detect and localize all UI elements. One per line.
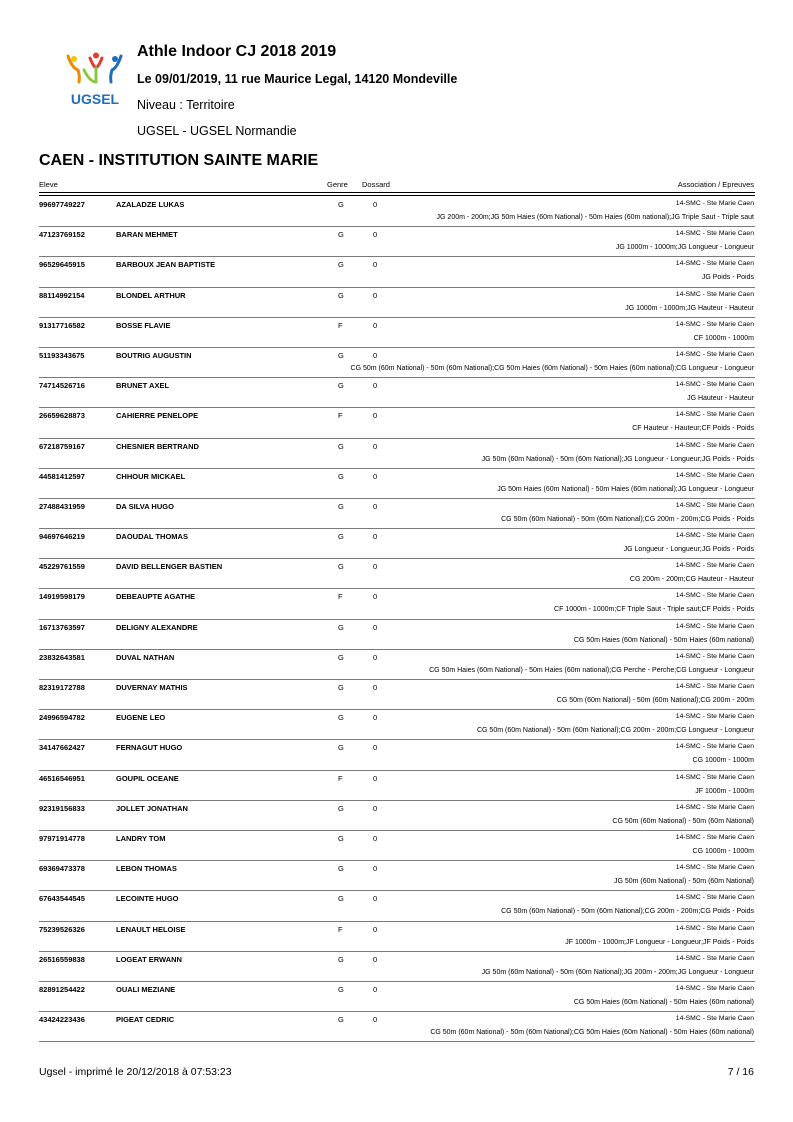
logo-figures-icon: [68, 53, 121, 83]
ugsel-logo: [60, 52, 130, 108]
student-epreuves: JG 1000m - 1000m;JG Hauteur - Hauteur: [625, 304, 754, 312]
student-epreuves: JG 50m (60m National) - 50m (60m National): [613, 878, 754, 886]
student-id: 97971914778: [39, 833, 85, 843]
student-id: 14919598179: [39, 592, 85, 602]
student-id: 24996594782: [39, 713, 85, 723]
student-association: 14-SMC - Ste Marie Caen: [675, 984, 754, 992]
student-dossard: 0: [373, 1015, 378, 1025]
student-genre: G: [338, 260, 344, 270]
col-eleve: Eleve: [39, 180, 58, 189]
student-epreuves: CG 50m Haies (60m National) - 50m Haies (60m national);CG Perche - Perche;CG Longueur - Longueur: [429, 666, 754, 674]
table-row: [39, 680, 755, 710]
student-association: 14-SMC - Ste Marie Caen: [675, 501, 754, 509]
student-id: 91317716582: [39, 320, 85, 330]
student-dossard: 0: [373, 833, 378, 843]
student-association: 14-SMC - Ste Marie Caen: [675, 290, 754, 298]
table-row: [39, 499, 755, 529]
event-organizer: UGSEL - UGSEL Normandie: [137, 124, 297, 138]
student-association: 14-SMC - Ste Marie Caen: [675, 743, 754, 751]
student-association: 14-SMC - Ste Marie Caen: [675, 924, 754, 932]
student-association: 14-SMC - Ste Marie Caen: [675, 471, 754, 479]
table-row: [39, 952, 755, 982]
student-dossard: 0: [373, 411, 378, 421]
table-row: [39, 288, 755, 318]
student-dossard: 0: [373, 441, 378, 451]
student-dossard: 0: [373, 683, 378, 692]
student-dossard: 0: [373, 471, 378, 481]
logo-text: UGSEL: [70, 91, 120, 107]
student-genre: G: [338, 864, 344, 874]
student-genre: G: [338, 290, 344, 300]
student-association: 14-SMC - Ste Marie Caen: [675, 411, 754, 419]
table-row: [39, 620, 755, 650]
student-genre: G: [338, 350, 344, 360]
student-id: 26659628873: [39, 411, 85, 421]
student-association: 14-SMC - Ste Marie Caen: [675, 230, 754, 238]
student-association: 14-SMC - Ste Marie Caen: [675, 532, 754, 540]
table-row: [39, 861, 755, 891]
table-row: [39, 257, 755, 287]
table-row: [39, 650, 755, 680]
table-row: [39, 771, 755, 801]
student-association: 14-SMC - Ste Marie Caen: [675, 562, 754, 570]
student-dossard: 0: [373, 894, 378, 904]
student-name: CAHIERRE PENELOPE: [116, 411, 199, 421]
table-row: [39, 831, 755, 861]
student-dossard: 0: [373, 924, 378, 934]
student-association: 14-SMC - Ste Marie Caen: [675, 260, 754, 268]
student-genre: G: [338, 562, 344, 572]
student-epreuves: CF Hauteur - Hauteur;CF Poids - Poids: [632, 425, 754, 433]
student-dossard: 0: [373, 652, 378, 662]
student-name: DEBEAUPTE AGATHE: [116, 592, 196, 602]
student-dossard: 0: [373, 773, 378, 783]
table-row: [39, 801, 755, 831]
student-dossard: 0: [373, 713, 378, 723]
student-genre: G: [338, 441, 344, 451]
table-row: [39, 740, 755, 770]
page-number: 7 / 16: [727, 1066, 754, 1078]
table-row: [39, 891, 755, 921]
student-epreuves: CG 1000m - 1000m: [692, 847, 754, 855]
table-row: [39, 197, 755, 227]
student-association: 14-SMC - Ste Marie Caen: [675, 200, 754, 207]
student-id: 44581412597: [39, 471, 85, 481]
student-dossard: 0: [373, 230, 378, 240]
student-id: 88114992154: [39, 290, 85, 300]
student-epreuves: CG 50m (60m National) - 50m (60m National);CG 50m Haies (60m National) - 50m Haies (60m national);CG Longueur - Longueur: [350, 364, 754, 372]
table-row: [39, 982, 755, 1012]
student-epreuves: JG 200m - 200m;JG 50m Haies (60m National) - 50m Haies (60m national);JG Triple Saut - Triple saut: [436, 214, 754, 221]
student-dossard: 0: [373, 592, 378, 602]
student-name: CHESNIER BERTRAND: [116, 441, 199, 451]
student-genre: F: [338, 924, 343, 934]
event-date-location: Le 09/01/2019, 11 rue Maurice Legal, 14120 Mondeville: [137, 72, 458, 86]
student-id: 82891254422: [39, 984, 85, 994]
student-name: LANDRY TOM: [116, 833, 166, 843]
student-name: DELIGNY ALEXANDRE: [116, 622, 198, 632]
student-id: 26516559838: [39, 954, 85, 964]
student-genre: G: [338, 833, 344, 843]
student-id: 23832643581: [39, 652, 85, 662]
student-epreuves: JG Longueur - Longueur;JG Poids - Poids: [623, 546, 754, 554]
student-name: BOSSE FLAVIE: [116, 320, 171, 330]
student-epreuves: CG 50m (60m National) - 50m (60m National);CG 200m - 200m;CG Longueur - Longueur: [476, 727, 754, 735]
student-genre: G: [338, 622, 344, 632]
student-name: DUVERNAY MATHIS: [116, 683, 188, 692]
student-association: 14-SMC - Ste Marie Caen: [675, 833, 754, 841]
student-epreuves: JG 1000m - 1000m;JG Longueur - Longueur: [615, 244, 754, 252]
student-id: 94697646219: [39, 532, 85, 542]
student-name: LEBON THOMAS: [116, 864, 177, 874]
student-id: 96529645915: [39, 260, 85, 270]
student-association: 14-SMC - Ste Marie Caen: [675, 441, 754, 449]
student-genre: G: [338, 532, 344, 542]
event-level: Niveau : Territoire: [137, 98, 235, 112]
table-row: [39, 589, 755, 619]
student-genre: G: [338, 471, 344, 481]
student-genre: G: [338, 200, 344, 209]
student-association: 14-SMC - Ste Marie Caen: [675, 894, 754, 902]
table-row: [39, 348, 755, 378]
student-genre: G: [338, 381, 344, 391]
student-epreuves: JG Poids - Poids: [701, 274, 754, 282]
student-dossard: 0: [373, 562, 378, 572]
student-name: LENAULT HELOISE: [116, 924, 186, 934]
student-genre: F: [338, 411, 343, 421]
student-name: BARBOUX JEAN BAPTISTE: [116, 260, 216, 270]
col-association: Association / Epreuves: [677, 180, 754, 189]
student-dossard: 0: [373, 320, 378, 330]
student-id: 46516546951: [39, 773, 85, 783]
student-association: 14-SMC - Ste Marie Caen: [675, 622, 754, 630]
student-name: GOUPIL OCEANE: [116, 773, 179, 783]
student-association: 14-SMC - Ste Marie Caen: [675, 803, 754, 811]
student-id: 43424223436: [39, 1015, 85, 1025]
table-row: [39, 559, 755, 589]
student-id: 74714526716: [39, 381, 85, 391]
student-genre: G: [338, 230, 344, 240]
student-name: DA SILVA HUGO: [116, 501, 174, 511]
table-row: [39, 529, 755, 559]
student-dossard: 0: [373, 622, 378, 632]
table-row: [39, 1012, 755, 1042]
student-dossard: 0: [373, 984, 378, 994]
student-id: 27488431959: [39, 501, 85, 511]
participants-table: [39, 197, 755, 1042]
student-association: 14-SMC - Ste Marie Caen: [675, 652, 754, 660]
student-id: 82319172788: [39, 683, 85, 692]
table-header: [39, 179, 755, 193]
header-rule: [39, 195, 755, 196]
student-id: 67643544545: [39, 894, 85, 904]
student-dossard: 0: [373, 260, 378, 270]
student-epreuves: CG 50m (60m National) - 50m (60m National): [612, 817, 754, 825]
student-genre: G: [338, 501, 344, 511]
student-dossard: 0: [373, 381, 378, 391]
student-epreuves: CF 1000m - 1000m;CF Triple Saut - Triple saut;CF Poids - Poids: [554, 606, 754, 614]
student-epreuves: CG 1000m - 1000m: [692, 757, 754, 765]
student-association: 14-SMC - Ste Marie Caen: [675, 683, 754, 690]
student-name: DAVID BELLENGER BASTIEN: [116, 562, 223, 572]
student-epreuves: JG Hauteur - Hauteur: [687, 395, 754, 403]
student-dossard: 0: [373, 350, 378, 360]
school-title: CAEN - INSTITUTION SAINTE MARIE: [39, 152, 319, 169]
student-genre: G: [338, 984, 344, 994]
student-dossard: 0: [373, 532, 378, 542]
student-id: 67218759167: [39, 441, 85, 451]
student-name: OUALI MEZIANE: [116, 984, 176, 994]
student-genre: G: [338, 954, 344, 964]
student-name: LOGEAT ERWANN: [116, 954, 182, 964]
student-epreuves: JG 50m (60m National) - 50m (60m National);JG Longueur - Longueur;JG Poids - Poids: [481, 455, 754, 463]
student-genre: F: [338, 592, 343, 602]
student-dossard: 0: [373, 954, 378, 964]
student-epreuves: CG 200m - 200m;CG Hauteur - Hauteur: [629, 576, 754, 584]
student-genre: G: [338, 1015, 344, 1025]
student-name: DUVAL NATHAN: [116, 652, 175, 662]
student-epreuves: CG 50m Haies (60m National) - 50m Haies (60m national): [573, 636, 754, 644]
header-rule: [39, 192, 755, 193]
student-id: 16713763597: [39, 622, 85, 632]
student-epreuves: JG 50m (60m National) - 50m (60m National);JG 200m - 200m;JG Longueur - Longueur: [481, 968, 754, 976]
student-epreuves: CG 50m (60m National) - 50m (60m National);CG 200m - 200m;CG Poids - Poids: [501, 908, 754, 916]
student-id: 51193343675: [39, 350, 85, 360]
student-epreuves: CG 50m (60m National) - 50m (60m National);CG 200m - 200m;CG Poids - Poids: [501, 515, 754, 523]
student-association: 14-SMC - Ste Marie Caen: [675, 954, 754, 962]
student-id: 92319156833: [39, 803, 85, 813]
student-epreuves: JF 1000m - 1000m: [695, 787, 754, 795]
table-row: [39, 408, 755, 438]
student-genre: G: [338, 894, 344, 904]
student-name: BOUTRIG AUGUSTIN: [116, 350, 192, 360]
student-id: 45229761559: [39, 562, 85, 572]
event-title: Athle Indoor CJ 2018 2019: [137, 43, 337, 60]
student-name: BRUNET AXEL: [116, 381, 170, 391]
col-genre: Genre: [327, 180, 348, 189]
table-row: [39, 378, 755, 408]
student-id: 99697749227: [39, 200, 85, 209]
student-id: 69369473378: [39, 864, 85, 874]
student-association: 14-SMC - Ste Marie Caen: [675, 713, 754, 721]
student-epreuves: CF 1000m - 1000m: [693, 334, 754, 342]
student-genre: G: [338, 683, 344, 692]
student-epreuves: CG 50m Haies (60m National) - 50m Haies (60m national): [573, 998, 754, 1006]
student-name: BARAN MEHMET: [116, 230, 178, 240]
student-name: CHHOUR MICKAEL: [116, 471, 186, 481]
student-name: JOLLET JONATHAN: [116, 803, 188, 813]
student-epreuves: JG 50m Haies (60m National) - 50m Haies (60m national);JG Longueur - Longueur: [497, 485, 754, 493]
student-association: 14-SMC - Ste Marie Caen: [675, 320, 754, 328]
student-dossard: 0: [373, 803, 378, 813]
student-genre: G: [338, 743, 344, 753]
table-row: [39, 318, 755, 348]
student-dossard: 0: [373, 290, 378, 300]
student-name: AZALADZE LUKAS: [116, 200, 185, 209]
student-name: EUGENE LEO: [116, 713, 166, 723]
student-epreuves: JF 1000m - 1000m;JF Longueur - Longueur;JF Poids - Poids: [565, 938, 754, 946]
student-dossard: 0: [373, 200, 378, 209]
student-association: 14-SMC - Ste Marie Caen: [675, 350, 754, 358]
student-genre: F: [338, 773, 343, 783]
student-id: 75239526326: [39, 924, 85, 934]
student-id: 34147662427: [39, 743, 85, 753]
student-name: BLONDEL ARTHUR: [116, 290, 186, 300]
table-row: [39, 227, 755, 257]
student-epreuves: CG 50m (60m National) - 50m (60m National);CG 200m - 200m: [556, 697, 754, 704]
student-name: LECOINTE HUGO: [116, 894, 179, 904]
table-row: [39, 710, 755, 740]
col-dossard: Dossard: [362, 180, 390, 189]
student-association: 14-SMC - Ste Marie Caen: [675, 381, 754, 389]
table-row: [39, 922, 755, 952]
table-row: [39, 439, 755, 469]
student-genre: G: [338, 652, 344, 662]
student-association: 14-SMC - Ste Marie Caen: [675, 592, 754, 600]
student-name: PIGEAT CEDRIC: [116, 1015, 175, 1025]
student-association: 14-SMC - Ste Marie Caen: [675, 773, 754, 781]
student-genre: G: [338, 713, 344, 723]
student-name: FERNAGUT HUGO: [116, 743, 183, 753]
student-genre: G: [338, 803, 344, 813]
student-genre: F: [338, 320, 343, 330]
print-footer: Ugsel - imprimé le 20/12/2018 à 07:53:23: [39, 1066, 232, 1078]
student-name: DAOUDAL THOMAS: [116, 532, 188, 542]
student-dossard: 0: [373, 501, 378, 511]
student-association: 14-SMC - Ste Marie Caen: [675, 1015, 754, 1023]
student-id: 47123769152: [39, 230, 85, 240]
student-dossard: 0: [373, 743, 378, 753]
student-dossard: 0: [373, 864, 378, 874]
student-association: 14-SMC - Ste Marie Caen: [675, 864, 754, 872]
table-row: [39, 469, 755, 499]
student-epreuves: CG 50m (60m National) - 50m (60m National);CG 50m Haies (60m National) - 50m Haies (60m national): [430, 1029, 754, 1037]
